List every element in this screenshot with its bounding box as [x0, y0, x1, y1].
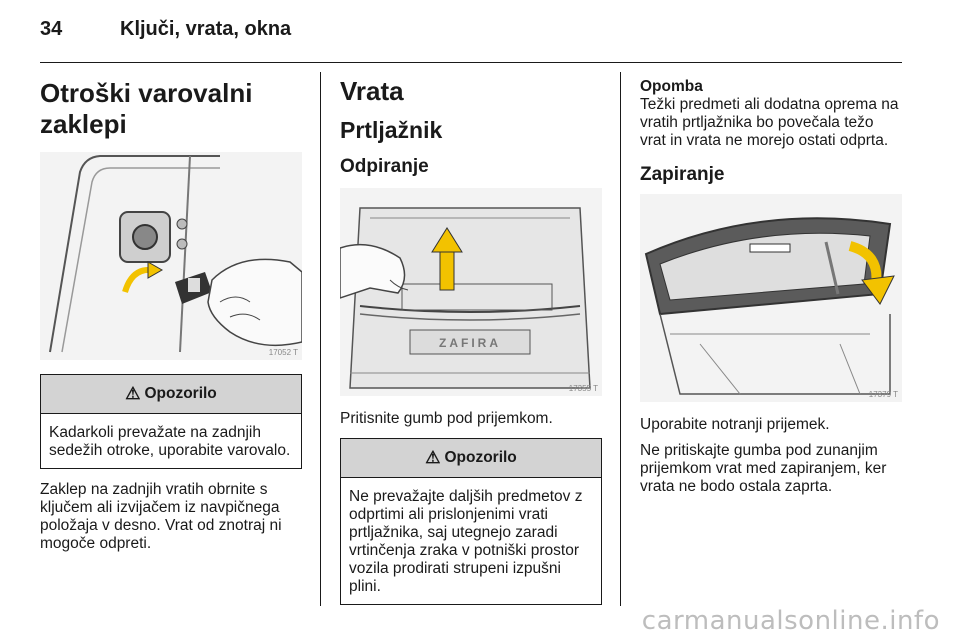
page-number: 34 [40, 18, 63, 40]
figure-code: 17379 T [868, 390, 898, 399]
body-text: Ne pritiskajte gumba pod zunanjim prijemkom vrat med zapiranjem, ker vrata ne bodo ostala zaprta. [640, 442, 887, 495]
page-header [40, 18, 920, 48]
note-text: Težki predmeti ali dodatna oprema na vratih prtljažnika bo povečala težo vrat in vrata ne morejo ostati odprta. [640, 96, 899, 149]
note-title: Opomba [640, 78, 703, 95]
tailgate-open-illustration [340, 188, 602, 396]
column-divider [620, 72, 621, 606]
body-text: Uporabite notranji prijemek. [640, 416, 830, 433]
subsubsection-heading: Odpiranje [340, 156, 429, 177]
header-rule [40, 62, 902, 63]
column-divider [320, 72, 321, 606]
tailgate-close-figure [640, 194, 902, 402]
column-right [640, 72, 902, 496]
section-heading: Vrata [340, 76, 404, 106]
warning-header [41, 375, 301, 414]
tailgate-close-illustration [640, 194, 902, 402]
body-text: Zaklep na zadnjih vratih obrnite s ključem ali izvijačem iz navpičnega položaja v desno. Vrat od znotraj ni mogoče odpreti. [40, 481, 282, 552]
warning-box [340, 438, 602, 605]
child-lock-illustration [40, 152, 302, 360]
warning-triangle-icon: ⚠ [425, 448, 441, 467]
warning-title: Opozorilo [144, 385, 217, 402]
warning-triangle-icon: ⚠ [125, 384, 141, 403]
warning-header [341, 439, 601, 478]
watermark: carmanualsonline.info [641, 606, 940, 636]
column-left [40, 72, 302, 553]
chapter-title: Ključi, vrata, okna [120, 18, 292, 40]
figure-code: 17052 T [268, 348, 298, 357]
warning-box [40, 374, 302, 469]
column-middle [340, 72, 602, 605]
section-heading: Otroški varovalni zaklepi [40, 78, 253, 139]
warning-title: Opozorilo [444, 449, 517, 466]
zafira-badge: ZAFIRA [439, 336, 501, 350]
figure-code: 17355 T [568, 384, 598, 393]
warning-text: Kadarkoli prevažate na zadnjih sedežih otroke, uporabite varovalo. [49, 424, 291, 459]
subsection-heading: Prtljažnik [340, 117, 443, 143]
warning-text: Ne prevažajte daljših predmetov z odprtimi ali prislonjenimi vrati prtljažnika, saj utegnejo zaradi vrtinčenja zraka v potniški prostor vozila prodirati strupeni izpušni plini. [349, 488, 583, 595]
subsubsection-heading: Zapiranje [640, 164, 725, 185]
child-lock-figure [40, 152, 302, 360]
tailgate-open-figure [340, 188, 602, 396]
body-text: Pritisnite gumb pod prijemkom. [340, 410, 553, 427]
